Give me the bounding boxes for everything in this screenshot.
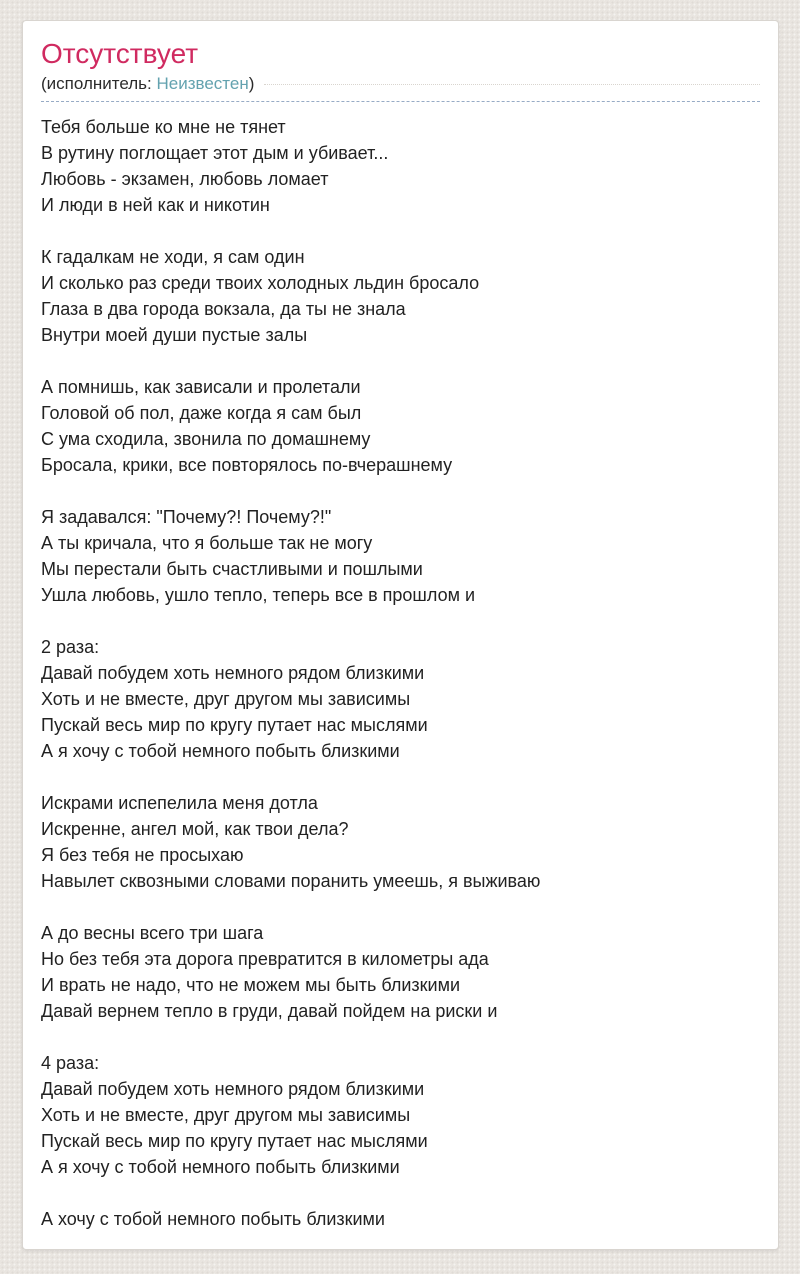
lyrics-verse (41, 244, 760, 348)
lyrics-line: К гадалкам не ходи, я сам один (41, 247, 305, 267)
lyrics-line: А я хочу с тобой немного побыть близкими (41, 1157, 400, 1177)
lyrics-line: Головой об пол, даже когда я сам был (41, 403, 362, 423)
lyrics-line: Давай побудем хоть немного рядом близкими (41, 1079, 425, 1099)
lyrics-line: Я без тебя не просыхаю (41, 845, 244, 865)
artist-label-suffix: ) (248, 74, 255, 93)
lyrics-line: 2 раза: (41, 637, 100, 657)
lyrics-line: Бросала, крики, все повторялось по-вчерашнему (41, 455, 453, 475)
lyrics-line: И люди в ней как и никотин (41, 195, 270, 215)
lyrics-line: Тебя больше ко мне не тянет (41, 117, 286, 137)
lyrics-line: Хоть и не вместе, друг другом мы зависимы (41, 689, 411, 709)
lyrics-line: А до весны всего три шага (41, 923, 264, 943)
lyrics-line: Хоть и не вместе, друг другом мы зависимы (41, 1105, 411, 1125)
lyrics-verse (41, 374, 760, 478)
lyrics-line: Ушла любовь, ушло тепло, теперь все в прошлом и (41, 585, 476, 605)
lyrics-line: Пускай весь мир по кругу путает нас мыслями (41, 715, 428, 735)
lyrics-verse (41, 790, 760, 894)
lyrics-verse (41, 114, 760, 218)
lyrics-text (41, 114, 760, 1232)
lyrics-line: Давай побудем хоть немного рядом близкими (41, 663, 425, 683)
lyrics-line: 4 раза: (41, 1053, 100, 1073)
lyrics-line: Но без тебя эта дорога превратится в километры ада (41, 949, 489, 969)
dotted-filler-line (264, 84, 760, 85)
lyrics-line: Давай вернем тепло в груди, давай пойдем на риски и (41, 1001, 498, 1021)
song-header (41, 37, 760, 102)
lyrics-line: В рутину поглощает этот дым и убивает... (41, 143, 389, 163)
lyrics-line: Глаза в два города вокзала, да ты не знала (41, 299, 406, 319)
lyrics-line: А хочу с тобой немного побыть близкими (41, 1209, 385, 1229)
lyrics-line: И сколько раз среди твоих холодных льдин бросало (41, 273, 480, 293)
lyrics-card (22, 20, 779, 1250)
lyrics-verse (41, 504, 760, 608)
lyrics-line: А я хочу с тобой немного побыть близкими (41, 741, 400, 761)
lyrics-verse (41, 1206, 760, 1232)
lyrics-line: Искренне, ангел мой, как твои дела? (41, 819, 349, 839)
lyrics-line: А ты кричала, что я больше так не могу (41, 533, 373, 553)
lyrics-verse (41, 1050, 760, 1180)
lyrics-line: Навылет сквозными словами поранить умеешь, я выживаю (41, 871, 541, 891)
lyrics-line: И врать не надо, что не можем мы быть близкими (41, 975, 461, 995)
lyrics-verse (41, 920, 760, 1024)
lyrics-line: Искрами испепелила меня дотла (41, 793, 318, 813)
lyrics-line: Мы перестали быть счастливыми и пошлыми (41, 559, 423, 579)
lyrics-line: А помнишь, как зависали и пролетали (41, 377, 361, 397)
artist-line (41, 73, 760, 95)
lyrics-verse (41, 634, 760, 764)
artist-link[interactable]: Неизвестен (156, 74, 249, 93)
lyrics-line: Любовь - экзамен, любовь ломает (41, 169, 329, 189)
artist-label-prefix: (исполнитель: (41, 74, 157, 93)
lyrics-line: С ума сходила, звонила по домашнему (41, 429, 371, 449)
lyrics-line: Пускай весь мир по кругу путает нас мыслями (41, 1131, 428, 1151)
lyrics-line: Внутри моей души пустые залы (41, 325, 308, 345)
lyrics-line: Я задавался: "Почему?! Почему?!" (41, 507, 332, 527)
song-title: Отсутствует (41, 38, 199, 69)
